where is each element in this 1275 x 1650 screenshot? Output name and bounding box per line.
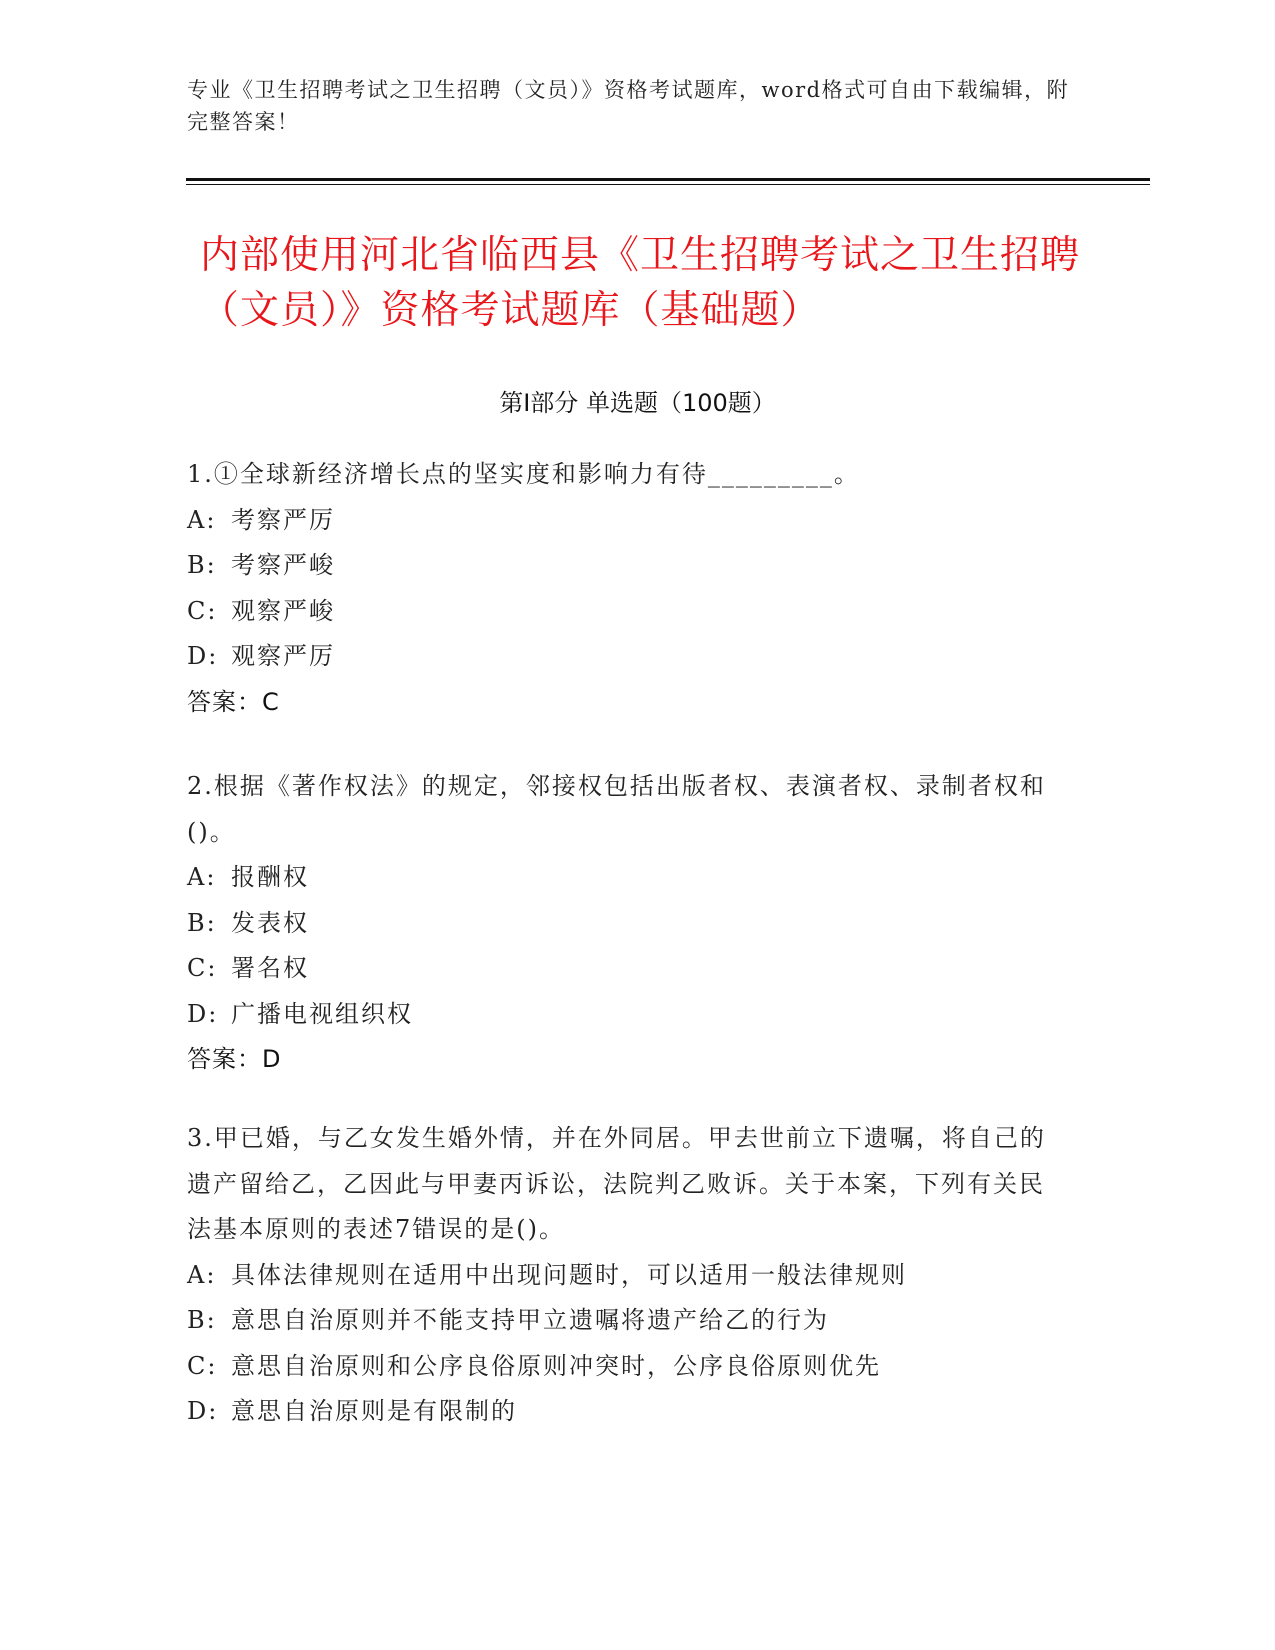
question-1 — [187, 452, 1057, 725]
option-a — [187, 498, 1057, 544]
option-letter: D: — [187, 1397, 219, 1425]
question-stem: 2.根据《著作权法》的规定，邻接权包括出版者权、表演者权、录制者权和()。 — [187, 772, 1046, 846]
option-letter: A: — [187, 1260, 217, 1289]
option-letter: B: — [187, 551, 217, 579]
document-title: 内部使用河北省临西县《卫生招聘考试之卫生招聘（文员）》资格考试题库（基础题） — [200, 233, 1081, 333]
option-a — [187, 1253, 1057, 1299]
option-letter: D: — [187, 642, 219, 670]
option-letter: C: — [187, 954, 218, 982]
question-3 — [187, 1116, 1057, 1435]
option-letter: B: — [187, 1306, 217, 1334]
option-c — [187, 946, 1057, 992]
answer-label: 答案：C — [187, 687, 280, 716]
option-letter: C: — [187, 1351, 218, 1380]
header-divider-thick — [186, 178, 1150, 181]
option-c — [187, 1344, 1057, 1390]
option-letter: A: — [187, 505, 217, 534]
option-text: 观察严峻 — [231, 596, 335, 625]
option-text: 广播电视组织权 — [231, 999, 413, 1028]
option-text: 意思自治原则和公序良俗原则冲突时，公序良俗原则优先 — [231, 1351, 881, 1380]
section-title: 第Ⅰ部分 单选题（100题） — [499, 389, 776, 417]
option-text: 署名权 — [231, 954, 309, 982]
option-letter: A: — [187, 863, 217, 891]
option-letter: C: — [187, 596, 218, 625]
option-text: 意思自治原则并不能支持甲立遗嘱将遗产给乙的行为 — [231, 1306, 829, 1334]
question-2 — [187, 764, 1057, 1083]
option-text: 具体法律规则在适用中出现问题时，可以适用一般法律规则 — [231, 1260, 907, 1289]
option-b — [187, 901, 1057, 947]
option-text: 考察严厉 — [231, 505, 335, 534]
option-letter: D: — [187, 999, 219, 1028]
option-a — [187, 855, 1057, 901]
option-d — [187, 634, 1057, 680]
header-divider-thin — [186, 184, 1150, 185]
option-text: 发表权 — [231, 908, 309, 937]
option-text: 考察严峻 — [231, 551, 335, 579]
option-b — [187, 1298, 1057, 1344]
option-c — [187, 589, 1057, 635]
answer-label: 答案：D — [187, 1045, 282, 1073]
option-text: 意思自治原则是有限制的 — [231, 1397, 517, 1425]
question-stem: 3.甲已婚，与乙女发生婚外情，并在外同居。甲去世前立下遗嘱，将自己的遗产留给乙，乙因此与甲妻丙诉讼，法院判乙败诉。关于本案，下列有关民法基本原则的表述7错误的是()。 — [187, 1124, 1046, 1243]
option-letter: B: — [187, 908, 217, 937]
option-text: 观察严厉 — [231, 642, 335, 670]
question-stem: 1.①全球新经济增长点的坚实度和影响力有待_________。 — [187, 460, 860, 488]
option-b — [187, 543, 1057, 589]
header-note: 专业《卫生招聘考试之卫生招聘（文员）》资格考试题库，word格式可自由下载编辑，附完整答案！ — [187, 78, 1070, 134]
option-d — [187, 992, 1057, 1038]
option-text: 报酬权 — [231, 863, 309, 891]
option-d — [187, 1389, 1057, 1435]
